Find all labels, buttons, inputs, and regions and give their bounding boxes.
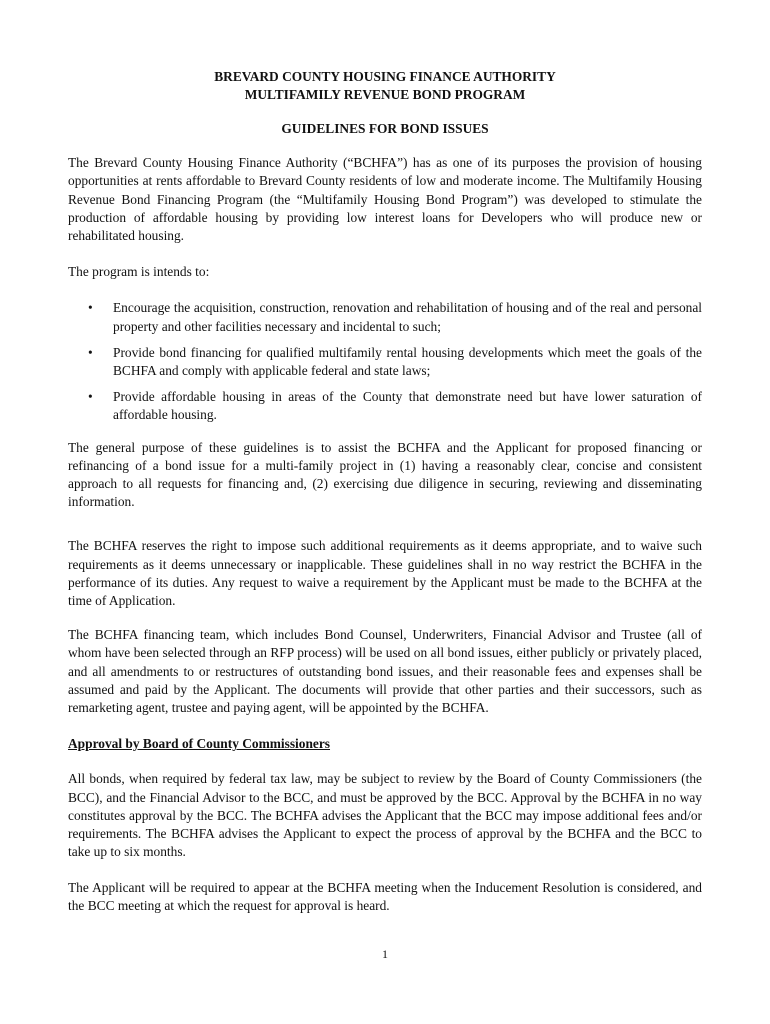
program-intends-paragraph: The program is intends to: bbox=[68, 264, 210, 280]
document-title-line-1: BREVARD COUNTY HOUSING FINANCE AUTHORITY bbox=[214, 69, 556, 84]
list-item-text: Provide affordable housing in areas of the County that demonstrate need but have lower saturation of affordable housing. bbox=[113, 389, 702, 423]
document-page bbox=[68, 68, 702, 915]
list-item-text: Provide bond financing for qualified multifamily rental housing developments which meet the goals of the BCHFA and comply with applicable federal and state laws; bbox=[113, 344, 702, 379]
section-heading-approval: Approval by Board of County Commissioners bbox=[68, 736, 331, 752]
list-item-text: Encourage the acquisition, construction, renovation and rehabilitation of housing and of the real and personal property and other facilities necessary and incidental to such; bbox=[113, 300, 702, 334]
list-item bbox=[68, 344, 702, 380]
document-title-line-2: MULTIFAMILY REVENUE BOND PROGRAM bbox=[244, 87, 526, 102]
list-item bbox=[68, 388, 702, 424]
page-number: 1 bbox=[382, 947, 388, 961]
financing-team-paragraph: The BCHFA financing team, which includes Bond Counsel, Underwriters, Financial Advisor and Trustee (all of whom have been selected through an RFP process) will be used on all bond issues, either publicly or privately placed, and all amendments to or restructures of outstanding bond issues, and their reasonable fees and expenses shall be assumed and paid by the Applicant. The documents will provide that other parties and their successors, such as remarketing agent, trustee and paying agent, will be appointed by the BCHFA. bbox=[68, 627, 702, 716]
bullet-marker: • bbox=[88, 344, 93, 360]
intro-paragraph: The Brevard County Housing Finance Authority (“BCHFA”) has as one of its purposes the provision of housing opportunities at rents affordable to Brevard County residents of low and moderate income. The Multifamily Housing Revenue Bond Financing Program (the “Multifamily Housing Bond Program”) was developed to stimulate the production of affordable housing by providing low interest loans for Developers who will produce new or rehabilitated housing. bbox=[68, 155, 702, 244]
list-item bbox=[68, 299, 702, 335]
general-purpose-paragraph: The general purpose of these guidelines is to assist the BCHFA and the Applicant for proposed financing or refinancing of a bond issue for a multi-family project in (1) having a reasonably clear, concise and consistent approach to all requests for financing and, (2) exercising due diligence in securing, reviewing and disseminating information. bbox=[68, 439, 702, 510]
applicant-appearance-paragraph: The Applicant will be required to appear at the BCHFA meeting when the Inducement Resolution is considered, and the BCC meeting at which the request for approval is heard. bbox=[68, 879, 702, 913]
bullet-marker: • bbox=[88, 389, 93, 405]
document-subtitle: GUIDELINES FOR BOND ISSUES bbox=[281, 121, 489, 136]
program-goals-list bbox=[68, 299, 702, 424]
bullet-marker: • bbox=[88, 300, 93, 316]
reserves-paragraph: The BCHFA reserves the right to impose such additional requirements as it deems appropriate, and to waive such requirements as it deems unnecessary or inapplicable. These guidelines shall in no way restrict the BCHFA in the performance of its duties. Any request to waive a requirement by the Applicant must be made to the BCHFA at the time of Application. bbox=[68, 538, 702, 609]
approval-paragraph: All bonds, when required by federal tax law, may be subject to review by the Board of County Commissioners (the BCC), and the Financial Advisor to the BCC, and must be approved by the BCC. Approval by the BCHFA in no way constitutes approval by the BCC. The BCHFA advises the Applicant that the BCC may impose additional fees and/or requirements. The BCHFA advises the Applicant to expect the process of approval by the BCHFA and the BCC to take up to six months. bbox=[68, 771, 702, 860]
